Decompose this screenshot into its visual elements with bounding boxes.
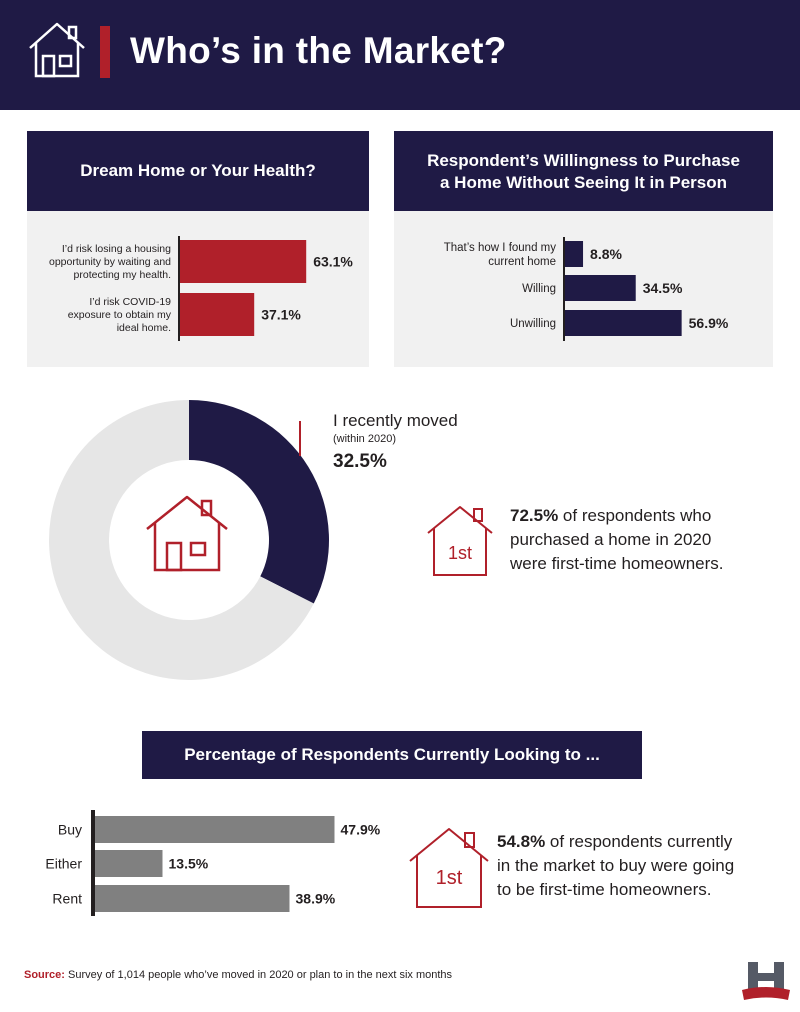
category-label: Unwilling — [509, 318, 556, 330]
first-home-icon — [426, 503, 494, 577]
bar — [95, 816, 335, 843]
bar — [565, 310, 682, 336]
helitech-logo — [740, 960, 792, 1006]
category-label: protecting my health. — [73, 269, 171, 281]
donut-callout-line — [299, 421, 301, 456]
looking-bar-chart — [10, 808, 380, 920]
section-looking-title: Percentage of Respondents Currently Looking to ... — [142, 731, 642, 779]
house-icon — [26, 18, 88, 80]
bar — [95, 850, 163, 877]
category-label: Willing — [522, 283, 556, 295]
data-label: 37.1% — [261, 306, 301, 323]
category-label: opportunity by waiting and — [49, 256, 171, 268]
bar — [180, 293, 254, 336]
house-icon — [147, 497, 227, 570]
category-label: Either — [45, 855, 82, 872]
first-time-stat-2020: 72.5% of respondents who purchased a home in 2020 were first-time homeowners. — [510, 506, 724, 573]
dream-home-bar-chart — [27, 211, 369, 367]
category-label: ideal home. — [116, 322, 171, 334]
data-label: 13.5% — [168, 855, 209, 872]
panel-dream-home-title: Dream Home or Your Health? — [27, 131, 369, 211]
moved-donut-chart — [39, 390, 339, 690]
willingness-bar-chart — [394, 211, 773, 367]
data-label: 34.5% — [642, 280, 683, 296]
bar — [565, 241, 583, 267]
category-label: Buy — [57, 821, 82, 838]
data-label: 38.9% — [295, 890, 336, 907]
data-label: 63.1% — [313, 253, 353, 270]
panel-dream-home — [27, 131, 369, 367]
bar — [565, 275, 636, 301]
category-label: exposure to obtain my — [67, 309, 171, 321]
first-home-icon-text: 1st — [447, 543, 473, 563]
bar — [95, 885, 290, 912]
category-label: That’s how I found my — [443, 242, 556, 254]
bar — [180, 240, 306, 283]
donut-sublabel: (within 2020) — [333, 433, 396, 445]
first-home-icon — [408, 825, 490, 909]
category-label: current home — [488, 256, 556, 268]
donut-value: 32.5% — [333, 451, 387, 472]
panel-willingness-title: Respondent’s Willingness to Purchase a Home Without Seeing It in Person — [394, 131, 773, 211]
header-banner — [0, 0, 800, 110]
data-label: 8.8% — [590, 246, 622, 262]
header-accent-bar — [100, 26, 110, 78]
data-label: 56.9% — [688, 315, 729, 331]
donut-callout — [333, 411, 458, 475]
category-label: Rent — [52, 890, 82, 907]
source-note: Source: Survey of 1,014 people who’ve moved in 2020 or plan to in the next six months — [24, 969, 453, 981]
category-label: I’d risk losing a housing — [61, 243, 171, 255]
page-title: Who’s in the Market? — [130, 30, 507, 71]
donut-label: I recently moved — [333, 411, 458, 430]
panel-willingness — [394, 131, 773, 367]
first-time-stat-market: 54.8% of respondents currently in the market to buy were going to be first-time homeowners. — [497, 832, 735, 899]
data-label: 47.9% — [340, 821, 380, 838]
first-home-icon-text: 1st — [435, 867, 463, 889]
category-label: I’d risk COVID-19 — [89, 296, 171, 308]
